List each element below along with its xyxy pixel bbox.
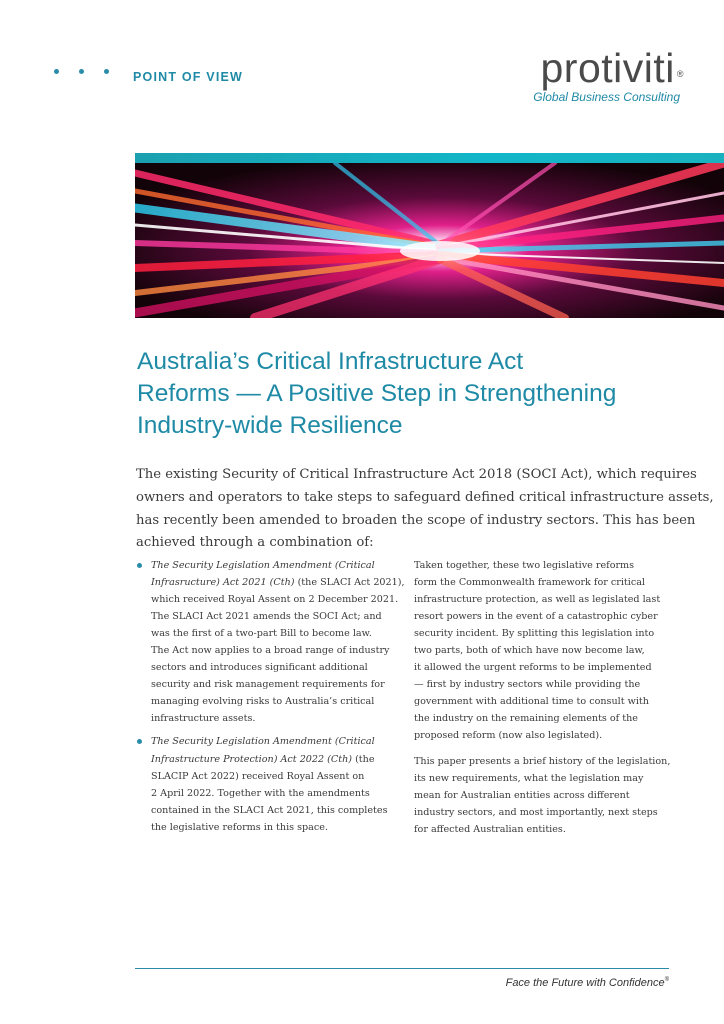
text-line: managing evolving risks to Australia’s critical	[151, 696, 375, 708]
text-line: government with additional time to consult with	[414, 696, 649, 708]
text-line: which received Royal Assent on 2 December 2021.	[151, 594, 399, 606]
text-line: infrastructure protection, as well as legislated last	[414, 594, 661, 606]
text-span: (the SLACI Act 2021),	[294, 577, 405, 589]
logo-registered-mark: ®	[676, 69, 684, 79]
bullet-dot-icon	[137, 739, 142, 744]
bullet-slaci-act	[137, 557, 405, 727]
intro-line: The existing Security of Critical Infrastructure Act 2018 (SOCI Act), which requires	[136, 467, 697, 482]
title-line: Industry-wide Resilience	[137, 412, 403, 439]
text-line: the industry on the remaining elements of the	[414, 713, 638, 725]
light-trails-image	[135, 163, 724, 318]
intro-line: owners and operators to take steps to safeguard defined critical infrastructure assets,	[136, 489, 714, 505]
bullet-dot-icon	[137, 563, 142, 568]
protiviti-logo	[533, 45, 684, 104]
dot-icon	[54, 69, 59, 74]
paragraph-reforms-summary	[414, 557, 679, 745]
left-column	[137, 557, 405, 836]
hero-image	[135, 153, 724, 318]
text-span: Infrasructure) Act 2021 (Cth)	[151, 577, 295, 589]
footer-tagline-text: Face the Future with Confidence	[505, 977, 665, 989]
paragraph-paper-overview	[414, 753, 679, 838]
logo-wordmark: protiviti	[540, 45, 675, 91]
dot-icon	[104, 69, 109, 74]
text-line: This paper presents a brief history of the legislation,	[414, 755, 671, 767]
logo-tagline: Global Business Consulting	[533, 90, 680, 104]
text-line: two parts, both of which have now become law,	[414, 645, 645, 657]
footer-registered-mark: ®	[664, 977, 669, 983]
footer-tagline	[506, 977, 669, 989]
text-line: the legislative reforms in this space.	[151, 821, 329, 833]
bullet-slacip-act	[137, 733, 387, 835]
intro-line: achieved through a combination of:	[136, 535, 374, 551]
dot-icon	[79, 69, 84, 74]
text-line: The SLACI Act 2021 amends the SOCI Act; and	[151, 611, 382, 623]
intro-paragraph	[136, 464, 714, 555]
text-line: security and risk management requirements for	[151, 679, 385, 691]
intro-line: has recently been amended to broaden the scope of industry sectors. This has been	[136, 512, 696, 528]
text-line: The Security Legislation Amendment (Critical	[151, 736, 375, 748]
right-column	[414, 557, 679, 838]
text-line: — first by industry sectors while providing the	[414, 679, 641, 691]
text-line: mean for Australian entities across different	[414, 789, 630, 801]
header-dots	[54, 69, 109, 74]
text-line: resort powers in the event of a catastrophic cyber	[414, 611, 658, 623]
text-span: (the	[352, 753, 375, 765]
page-title	[137, 346, 697, 442]
text-line: security incident. By splitting this legislation into	[414, 628, 655, 640]
text-line: infrastructure assets.	[151, 713, 256, 725]
hero-accent-stripe	[135, 153, 724, 163]
text-line: Taken together, these two legislative reforms	[414, 560, 635, 571]
title-line: Australia’s Critical Infrastructure Act	[137, 348, 524, 375]
section-label: POINT OF VIEW	[133, 70, 244, 84]
text-line: SLACIP Act 2022) received Royal Assent on	[151, 770, 365, 782]
text-line: proposed reform (now also legislated).	[414, 730, 603, 742]
text-line: form the Commonwealth framework for critical	[414, 577, 645, 589]
text-line: contained in the SLACI Act 2021, this completes	[151, 804, 388, 816]
text-line: The Security Legislation Amendment (Critical	[151, 560, 375, 571]
title-line: Reforms — A Positive Step in Strengthening	[137, 380, 617, 407]
text-line: The Act now applies to a broad range of industry	[151, 645, 390, 657]
text-line: for affected Australian entities.	[414, 823, 566, 835]
text-line: its new requirements, what the legislation may	[414, 772, 644, 784]
text-line: sectors and introduces significant additional	[151, 662, 368, 674]
text-span: Infrastructure Protection) Act 2022 (Cth)	[151, 753, 353, 765]
text-line: 2 April 2022. Together with the amendments	[151, 787, 370, 799]
text-line: it allowed the urgent reforms to be implemented	[414, 662, 652, 674]
footer-divider	[135, 968, 669, 969]
text-line: was the first of a two-part Bill to become law.	[151, 628, 372, 640]
text-line: industry sectors, and most importantly, next steps	[414, 806, 658, 818]
